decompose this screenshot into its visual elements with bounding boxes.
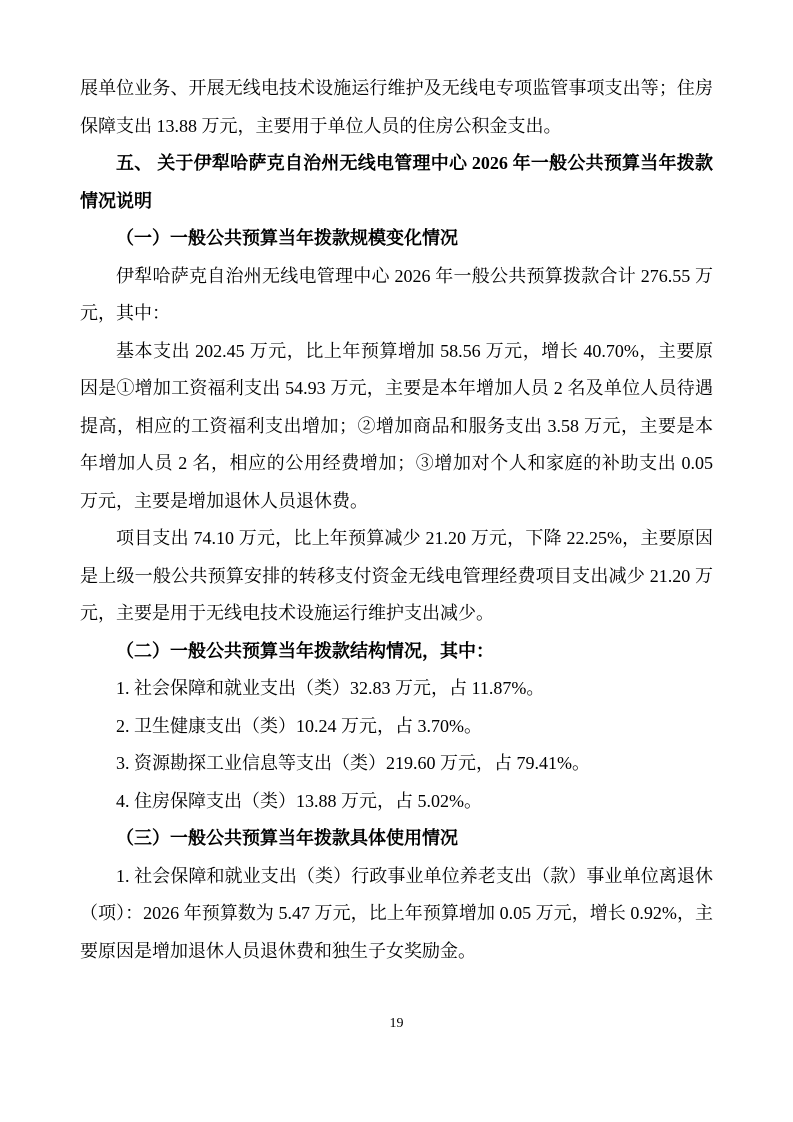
subsection-3-heading: （三）一般公共预算当年拨款具体使用情况: [116, 828, 458, 848]
paragraph-usage-item-1: 1. 社会保障和就业支出（类）行政事业单位养老支出（款）事业单位离退休（项）：2026 年预算数为 5.47 万元，比上年预算增加 0.05 万元，增长 0.92%，主要原因是增加退休人员退休费和独生子女奖励金。: [80, 865, 713, 961]
list-item-health: 2. 卫生健康支出（类）10.24 万元，占 3.70%。: [116, 715, 482, 736]
list-item-resource-exploration: 3. 资源勘探工业信息等支出（类）219.60 万元，占 79.41%。: [116, 753, 590, 773]
paragraph-basic-expenditure: 基本支出 202.45 万元，比上年预算增加 58.56 万元，增长 40.70%，主要原因是①增加工资福利支出 54.93 万元，主要是本年增加人员 2 名及单位人员待遇提高，相应的工资福利支出增加；②增加商品和服务支出 3.58 万元，主要是本年增加人员 2 名，相应的公用经费增加；③增加对个人和家庭的补助支出 0.05 万元，主要是增加退休人员退休费。: [80, 340, 713, 511]
section-5-heading: 五、 关于伊犁哈萨克自治州无线电管理中心 2026 年一般公共预算当年拨款情况说明: [80, 153, 713, 211]
paragraph-continued-housing: 展单位业务、开展无线电技术设施运行维护及无线电专项监管事项支出等；住房保障支出 13.88 万元，主要用于单位人员的住房公积金支出。: [80, 78, 713, 136]
paragraph-project-expenditure: 项目支出 74.10 万元，比上年预算减少 21.20 万元，下降 22.25%，主要原因是上级一般公共预算安排的转移支付资金无线电管理经费项目支出减少 21.20 万元，主要是用于无线电技术设施运行维护支出减少。: [80, 528, 713, 623]
list-item-social-security: 1. 社会保障和就业支出（类）32.83 万元，占 11.87%。: [116, 678, 545, 698]
page-number: 19: [389, 1016, 404, 1031]
subsection-2-heading: （二）一般公共预算当年拨款结构情况，其中：: [116, 640, 494, 661]
list-item-housing-security: 4. 住房保障支出（类）13.88 万元，占 5.02%。: [116, 790, 482, 811]
paragraph-total-appropriation: 伊犁哈萨克自治州无线电管理中心 2026 年一般公共预算拨款合计 276.55 万元，其中：: [80, 265, 713, 323]
subsection-1-heading: （一）一般公共预算当年拨款规模变化情况: [116, 228, 458, 248]
